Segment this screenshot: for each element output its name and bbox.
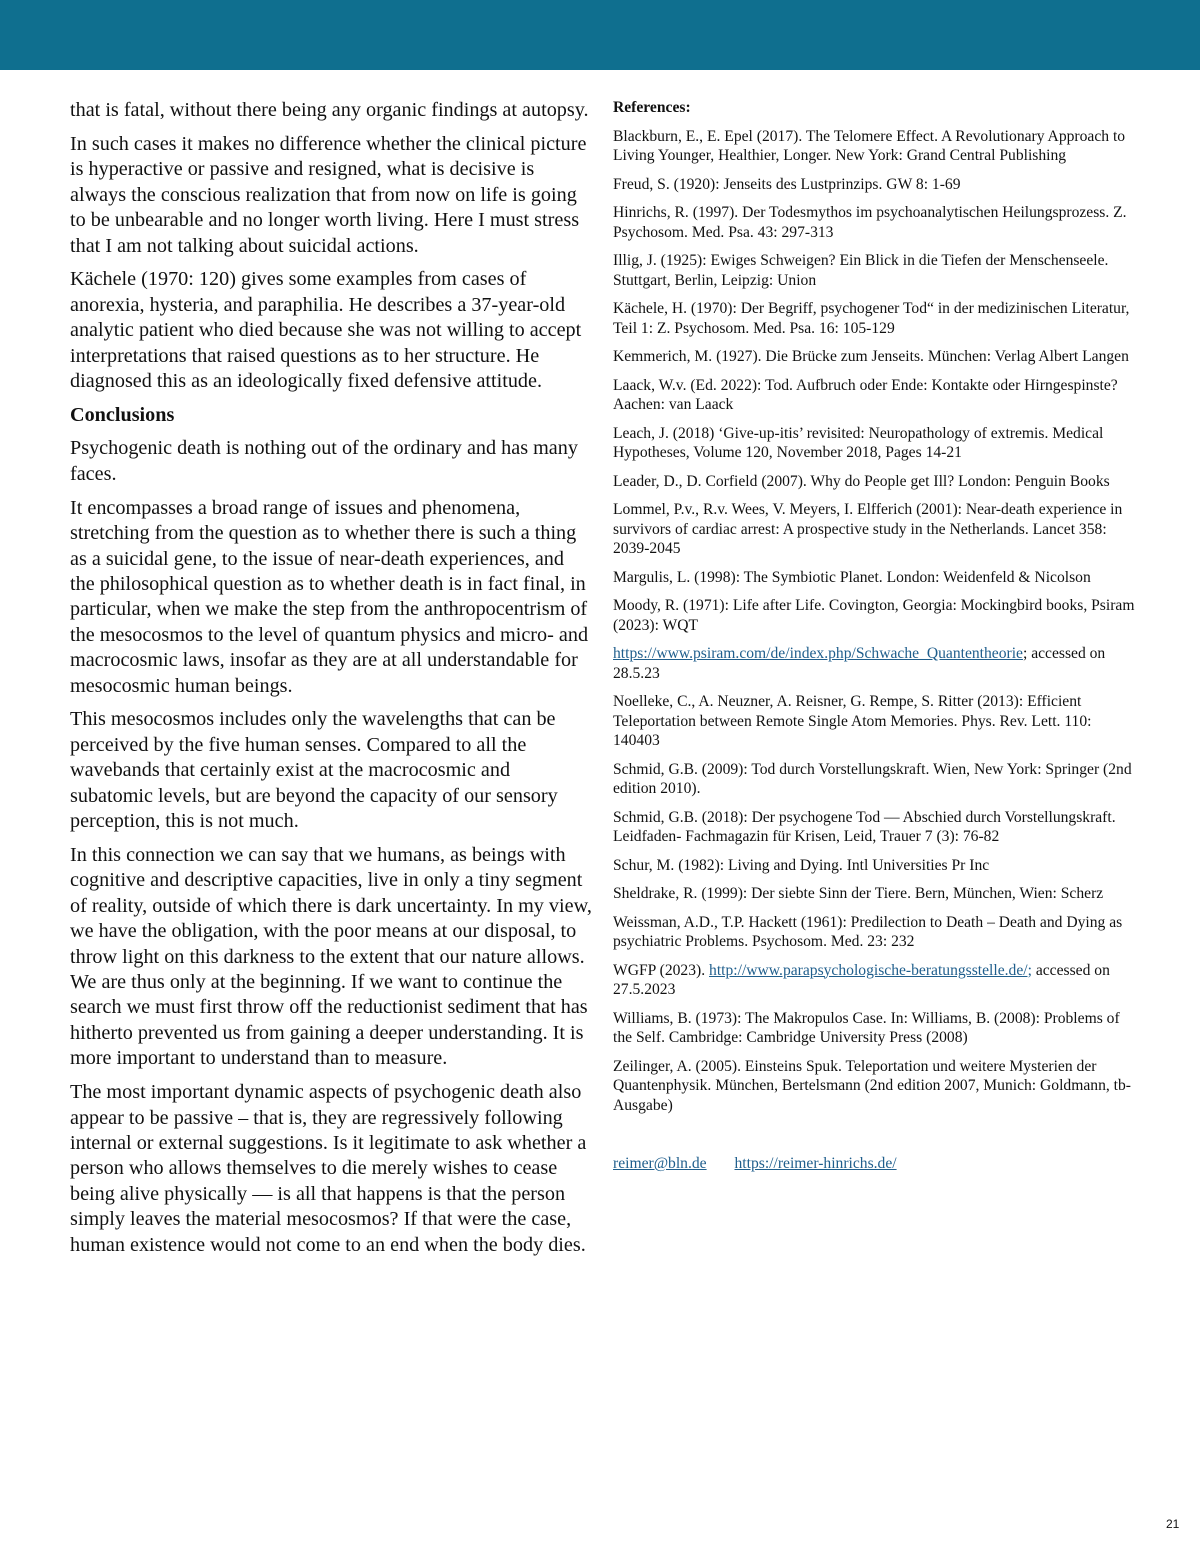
reference-item-wgfp (613, 961, 1138, 1000)
reference-item: Noelleke, C., A. Neuzner, A. Reisner, G. Rempe, S. Ritter (2013): Efficient Teleportation between Remote Single Atom Memories. Phys. Rev. Lett. 110: 140403 (613, 693, 1092, 749)
reference-item: Illig, J. (1925): Ewiges Schweigen? Ein Blick in die Tiefen der Menschenseele. Stuttgart, Berlin, Leipzig: Union (613, 252, 1109, 289)
reference-item: Kächele, H. (1970): Der Begriff, psychogener Tod“ in der medizinischen Literatur, Teil 1: Z. Psychosom. Med. Psa. 16: 105-129 (613, 300, 1130, 337)
reference-item: Sheldrake, R. (1999): Der siebte Sinn der Tiere. Bern, München, Wien: Scherz (613, 885, 1104, 902)
conclusions-heading: Conclusions (70, 403, 175, 426)
conclusion-paragraph: Psychogenic death is nothing out of the ordinary and has many faces. (70, 437, 578, 485)
conclusion-paragraph: The most important dynamic aspects of psychogenic death also appear to be passive – that is, they are regressively following internal or external suggestions. Is it legitimate to ask whether a person who allows themselves to die merely wishes to cease being alive physically — is all that happens is that the person simply leaves the material mesocosmos? If that were the case, human existence would not come to an end when the body dies. (70, 1081, 587, 1256)
reference-item: Blackburn, E., E. Epel (2017). The Telomere Effect. A Revolutionary Approach to Living Younger, Healthier, Longer. New York: Grand Central Publishing (613, 127, 1126, 164)
header-band (0, 0, 1200, 70)
psiram-access-date: ; accessed on 28.5.23 (613, 645, 1106, 682)
contact-links (613, 1154, 1138, 1174)
reference-item: Leach, J. (2018) ‘Give-up-itis’ revisited: Neuropathology of extremis. Medical Hypotheses, Volume 120, November 2018, Pages 14-21 (613, 424, 1104, 461)
reference-item: Zeilinger, A. (2005). Einsteins Spuk. Teleportation und weitere Mysterien der Quantenphysik. München, Bertelsmann (2nd edition 2007, Munich: Goldmann, tb-Ausgabe) (613, 1057, 1131, 1114)
references-heading: References: (613, 99, 691, 116)
reference-item: Hinrichs, R. (1997). Der Todesmythos im psychoanalytischen Heilungsprozess. Z. Psychosom. Med. Psa. 43: 297-313 (613, 204, 1127, 241)
body-paragraph: Kächele (1970: 120) gives some examples from cases of anorexia, hysteria, and paraphilia. He describes a 37-year-old analytic patient who died because she was not willing to accept interpretations that raised questions as to her structure. He diagnosed this as an ideologically fixed defensive attitude. (70, 268, 582, 393)
reference-item: Weissman, A.D., T.P. Hackett (1961): Predilection to Death – Death and Dying as psychiatric Problems. Psychosom. Med. 23: 232 (613, 913, 1123, 950)
email-link[interactable]: reimer@bln.de (613, 1155, 707, 1172)
body-paragraph: that is fatal, without there being any organic findings at autopsy. (70, 99, 589, 121)
reference-item: Williams, B. (1973): The Makropulos Case. In: Williams, B. (2008): Problems of the Self. Cambridge: Cambridge University Press (2008) (613, 1009, 1120, 1046)
reference-item: Laack, W.v. (Ed. 2022): Tod. Aufbruch oder Ende: Kontakte oder Hirngespinste? Aachen: van Laack (613, 376, 1118, 413)
wgfp-link[interactable]: http://www.parapsychologische-beratungsstelle.de/; (709, 961, 1032, 979)
conclusion-paragraph: This mesocosmos includes only the wavelengths that can be perceived by the five human senses. Compared to all the wavebands that certainly exist at the macrocosmic and subatomic levels, but are beyond the capacity of our sensory perception, this is not much. (70, 708, 558, 833)
psiram-link[interactable]: https://www.psiram.com/de/index.php/Schwache_Quantentheorie (613, 645, 1023, 662)
reference-item: Margulis, L. (1998): The Symbiotic Planet. London: Weidenfeld & Nicolson (613, 568, 1091, 586)
wgfp-access-date: accessed on 27.5.2023 (613, 961, 1110, 998)
conclusion-paragraph: In this connection we can say that we humans, as beings with cognitive and descriptive capacities, live in only a tiny segment of reality, outside of which there is dark uncertainty. In my view, we have the obligation, with the poor means at our disposal, to throw light on this darkness to the extent that our nature allows. We are thus only at the beginning. If we want to continue the search we must first throw off the reductionist sediment that has hitherto prevented us from gaining a deeper understanding. It is more important to understand than to measure. (70, 843, 592, 1070)
reference-item: Freud, S. (1920): Jenseits des Lustprinzips. GW 8: 1-69 (613, 175, 961, 193)
reference-item: Lommel, P.v., R.v. Wees, V. Meyers, I. Elfferich (2001): Near-death experience in survivors of cardiac arrest: A prospective study in the Netherlands. Lancet 358: 2039-2045 (613, 501, 1123, 557)
reference-item-psiram (613, 644, 1138, 683)
reference-item: Schmid, G.B. (2009): Tod durch Vorstellungskraft. Wien, New York: Springer (2nd edition 2010). (613, 760, 1132, 797)
reference-item: Moody, R. (1971): Life after Life. Covington, Georgia: Mockingbird books, Psiram (2023): WQT (613, 597, 1135, 634)
references-column (613, 98, 1138, 1174)
wgfp-label: WGFP (2023). (613, 961, 710, 979)
website-link[interactable]: https://reimer-hinrichs.de/ (734, 1155, 897, 1172)
reference-item: Leader, D., D. Corfield (2007). Why do People get Ill? London: Penguin Books (613, 472, 1110, 490)
main-text-column (70, 98, 592, 1266)
page-number: 21 (1166, 1517, 1180, 1531)
reference-item: Kemmerich, M. (1927). Die Brücke zum Jenseits. München: Verlag Albert Langen (613, 348, 1129, 365)
reference-item: Schmid, G.B. (2018): Der psychogene Tod — Abschied durch Vorstellungskraft. Leidfaden- Fachmagazin für Krisen, Leid, Trauer 7 (3): 76-82 (613, 808, 1116, 845)
reference-item: Schur, M. (1982): Living and Dying. Intl Universities Pr Inc (613, 856, 990, 874)
body-paragraph: In such cases it makes no difference whether the clinical picture is hyperactive or passive and resigned, what is decisive is always the conscious realization that from now on life is going to be unbearable and no longer worth living. Here I must stress that I am not talking about suicidal actions. (70, 132, 587, 257)
conclusion-paragraph: It encompasses a broad range of issues and phenomena, stretching from the question as to whether there is such a thing as a suicidal gene, to the issue of near-death experiences, and the philosophical question as to whether death is in fact final, in particular, when we make the step from the anthropocentrism of the mesocosmos to the level of quantum physics and micro- and macrocosmic laws, insofar as they are at all understandable for mesocosmic human beings. (70, 496, 589, 697)
